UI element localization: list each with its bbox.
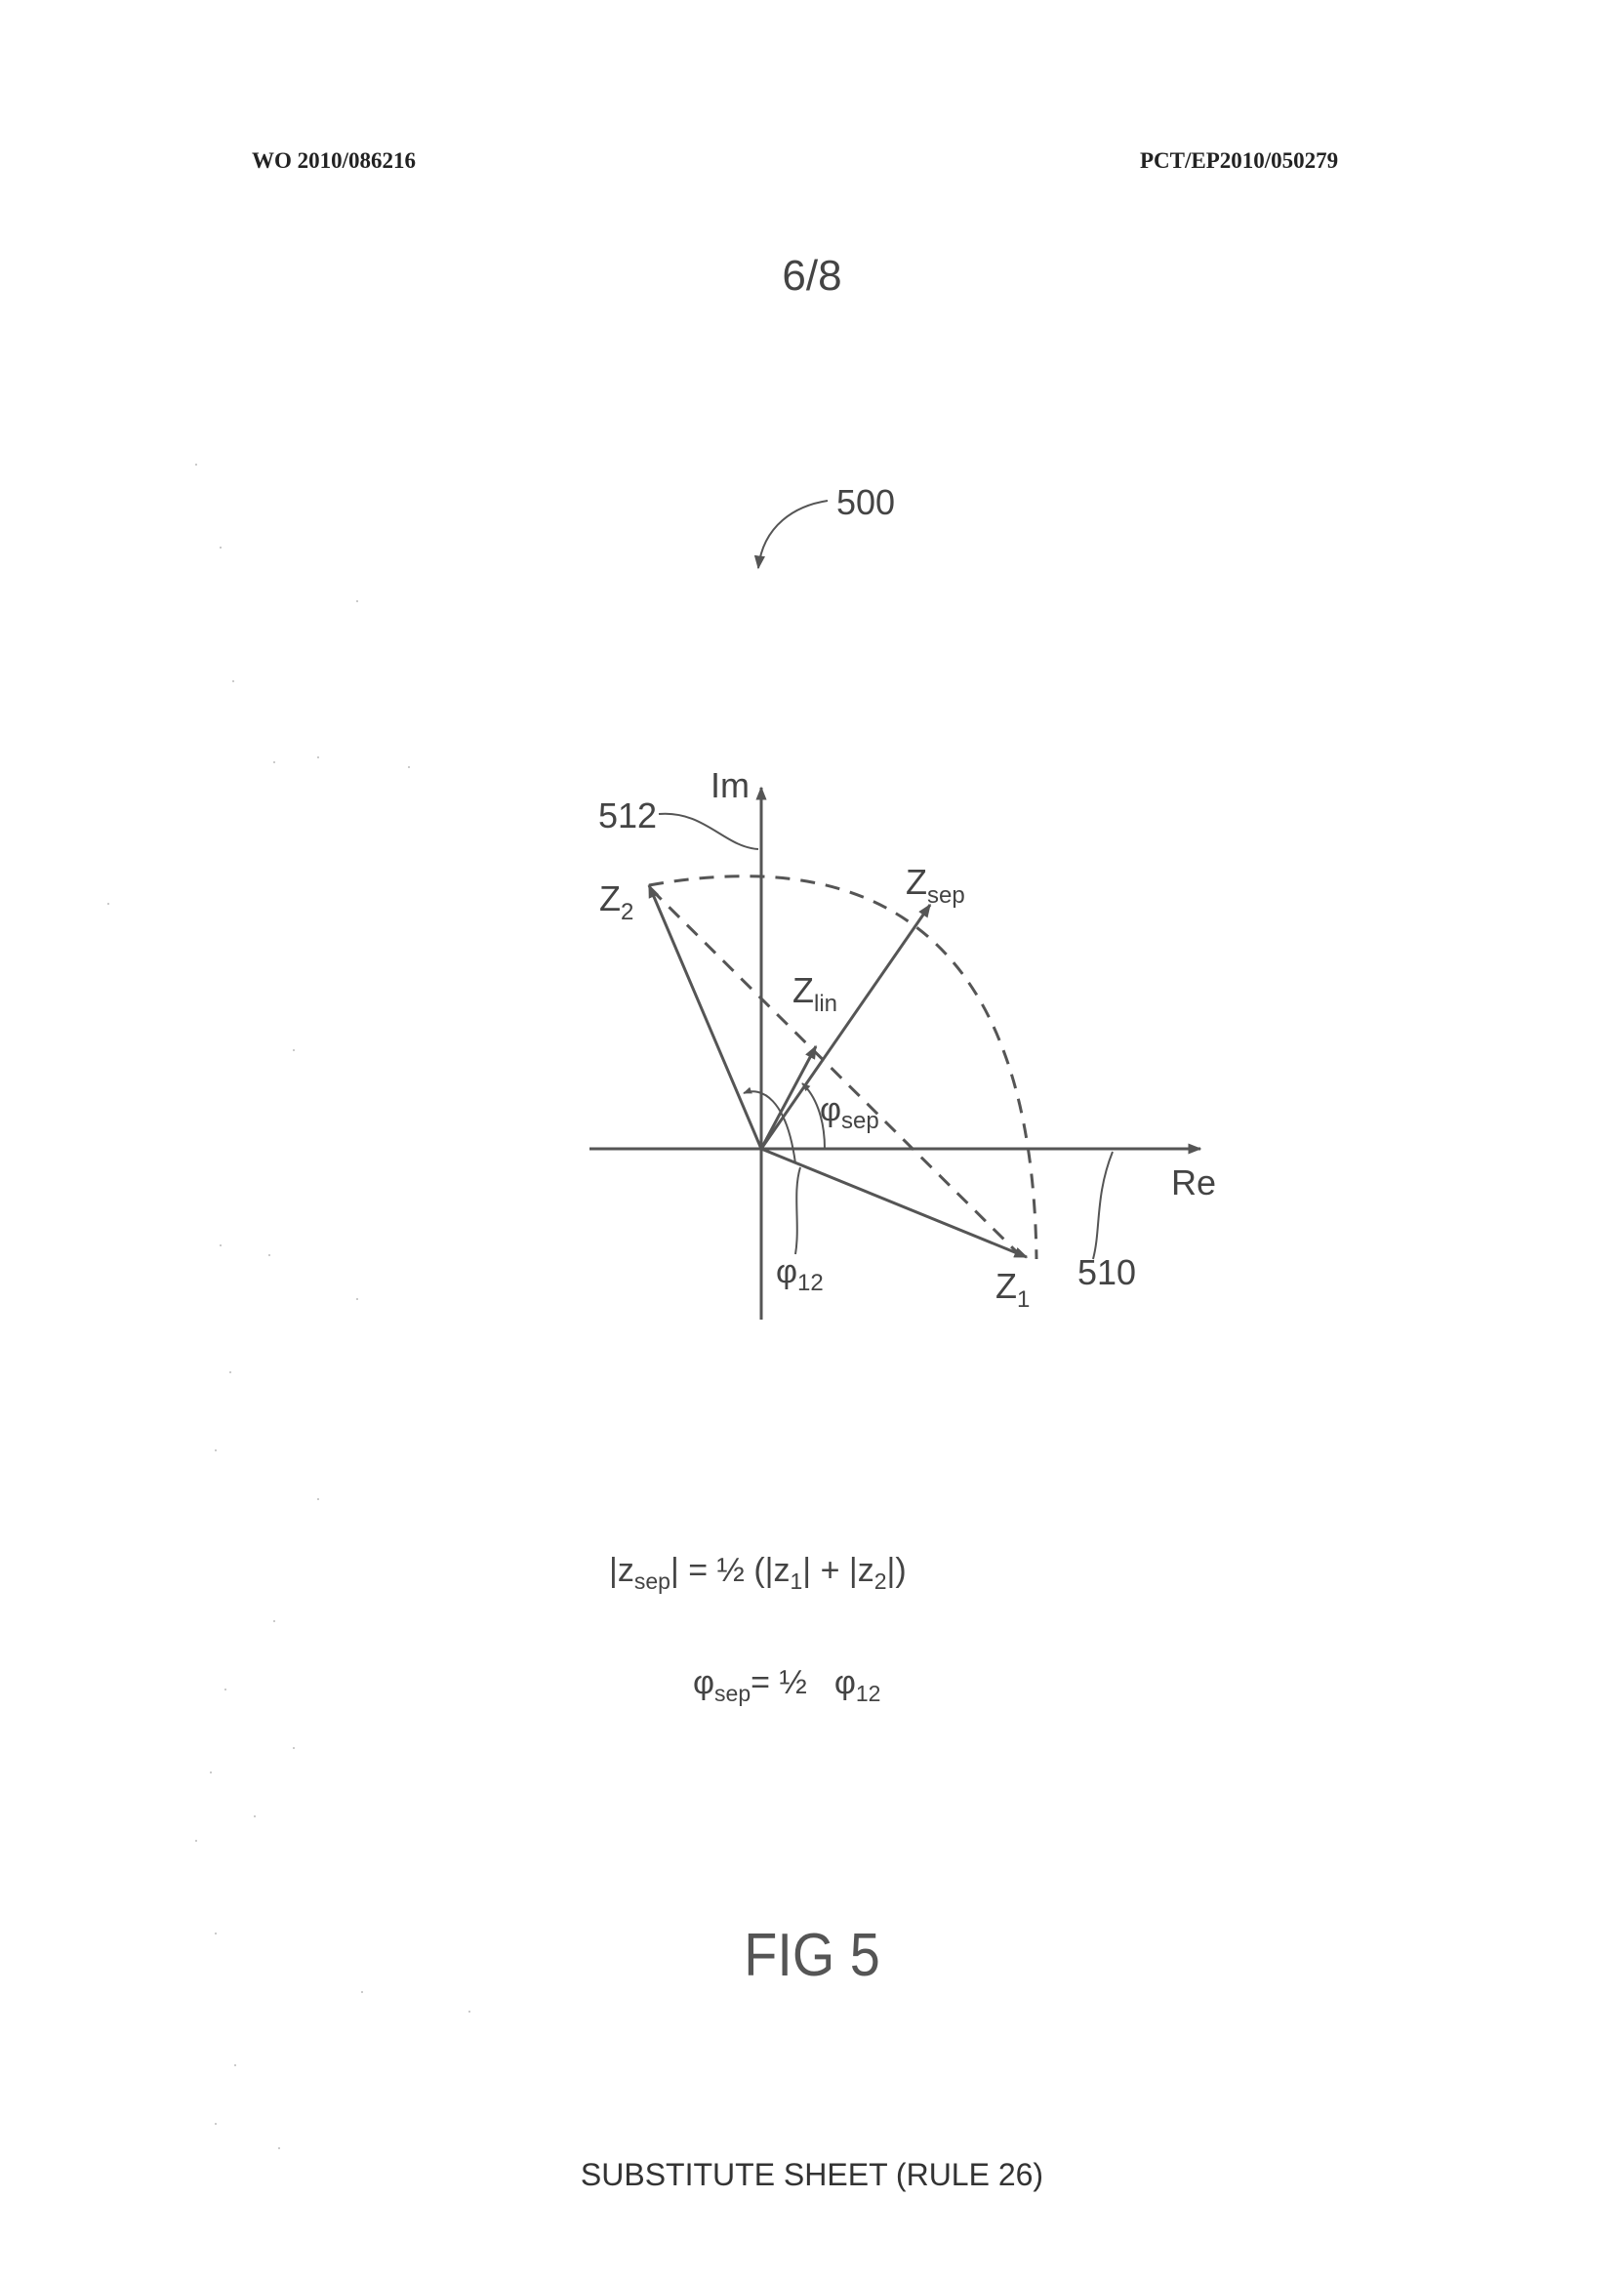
leader-510	[1093, 1152, 1113, 1259]
z1-z2-chord	[651, 889, 1021, 1256]
leader-512	[659, 814, 758, 849]
zsep-label: $Z_{sep}$	[906, 862, 965, 909]
z1-label: $Z_1$	[995, 1266, 1031, 1313]
sheet-number: 6/8	[782, 252, 842, 300]
ref-500-label: 500	[836, 482, 896, 522]
equation-angle: $\varphi_{sep}=$ ½ $\varphi_{12}$	[693, 1664, 881, 1706]
re-axis-label: Re	[1171, 1162, 1217, 1202]
magnitude-arc	[649, 876, 1036, 1259]
zlin-label: $Z_{lin}$	[792, 970, 838, 1017]
z1-vector	[761, 1149, 1027, 1257]
equation-magnitude: $|z_{sep}|$ = ½ $(|z_1| + |z_2|)$	[609, 1552, 907, 1594]
z2-vector	[649, 885, 761, 1149]
im-axis-label: Im	[710, 765, 750, 805]
publication-number: WO 2010/086216	[252, 148, 417, 173]
ref-500	[758, 482, 895, 568]
footer-note: SUBSTITUTE SHEET (RULE 26)	[580, 2157, 1044, 2192]
figure-label: FIG 5	[744, 1922, 880, 1989]
z2-label: $Z_2$	[599, 878, 634, 925]
ref-510-label: 510	[1077, 1252, 1137, 1292]
phi12-leader	[795, 1167, 800, 1254]
phisep-label: $\varphi_{sep}$	[820, 1091, 879, 1134]
application-number: PCT/EP2010/050279	[1140, 148, 1339, 173]
ref-512-label: 512	[598, 795, 658, 835]
phi12-label: $\varphi_{12}$	[776, 1253, 824, 1296]
